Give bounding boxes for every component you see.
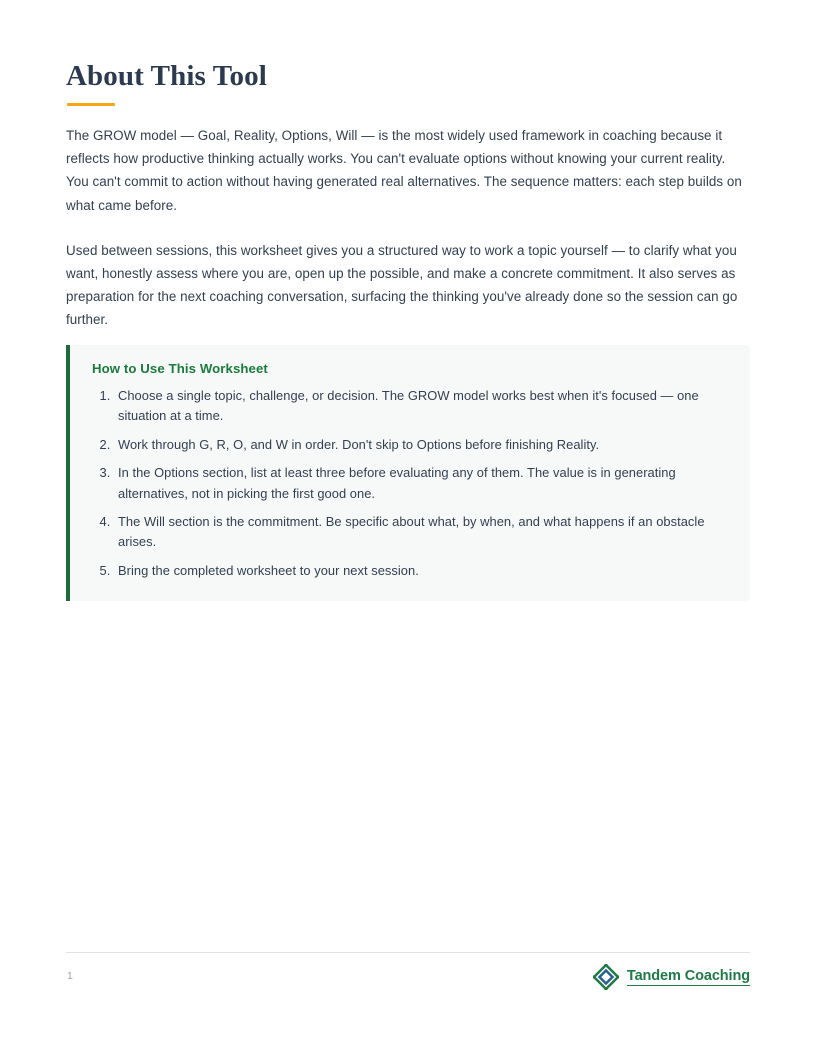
page-title: About This Tool — [66, 60, 267, 92]
footer-divider — [66, 952, 750, 953]
tandem-diamond-logo-icon — [593, 964, 619, 990]
callout-instruction-list — [92, 386, 724, 581]
page-number: 1 — [67, 970, 74, 982]
intro-paragraph-1: The GROW model — Goal, Reality, Options, Will — is the most widely used framework in coaching because it reflects how productive thinking actually works. You can't evaluate options without knowing your current reality. You can't commit to action without having generated real alternatives. The sequence matters: each step builds on what came before. — [66, 128, 742, 213]
brand-wordmark: Tandem Coaching — [626, 967, 750, 984]
list-item: 1. Choose a single topic, challenge, or decision. The GROW model works best when it's focused — one situation at a time. — [114, 386, 724, 427]
intro-paragraph-2: Used between sessions, this worksheet gives you a structured way to work a topic yourself — to clarify what you want, honestly assess where you are, open up the possible, and make a concrete commitment. It also serves as preparation for the next coaching conversation, surfacing the thinking you've already done so the session can go further. — [66, 242, 738, 328]
title-accent-rule — [67, 103, 115, 106]
list-item: 4. The Will section is the commitment. Be specific about what, by when, and what happens if an obstacle arises. — [114, 512, 724, 553]
list-item: 2. Work through G, R, O, and W in order. Don't skip to Options before finishing Reality. — [114, 435, 724, 455]
intro-body — [66, 124, 750, 332]
how-to-use-callout — [66, 345, 750, 601]
list-item: 3. In the Options section, list at least three before evaluating any of them. The value is in generating alternatives, not in picking the first good one. — [114, 463, 724, 504]
callout-heading: How to Use This Worksheet — [92, 361, 268, 376]
list-item: 5. Bring the completed worksheet to your next session. — [114, 561, 724, 581]
brand-logo — [593, 964, 750, 990]
